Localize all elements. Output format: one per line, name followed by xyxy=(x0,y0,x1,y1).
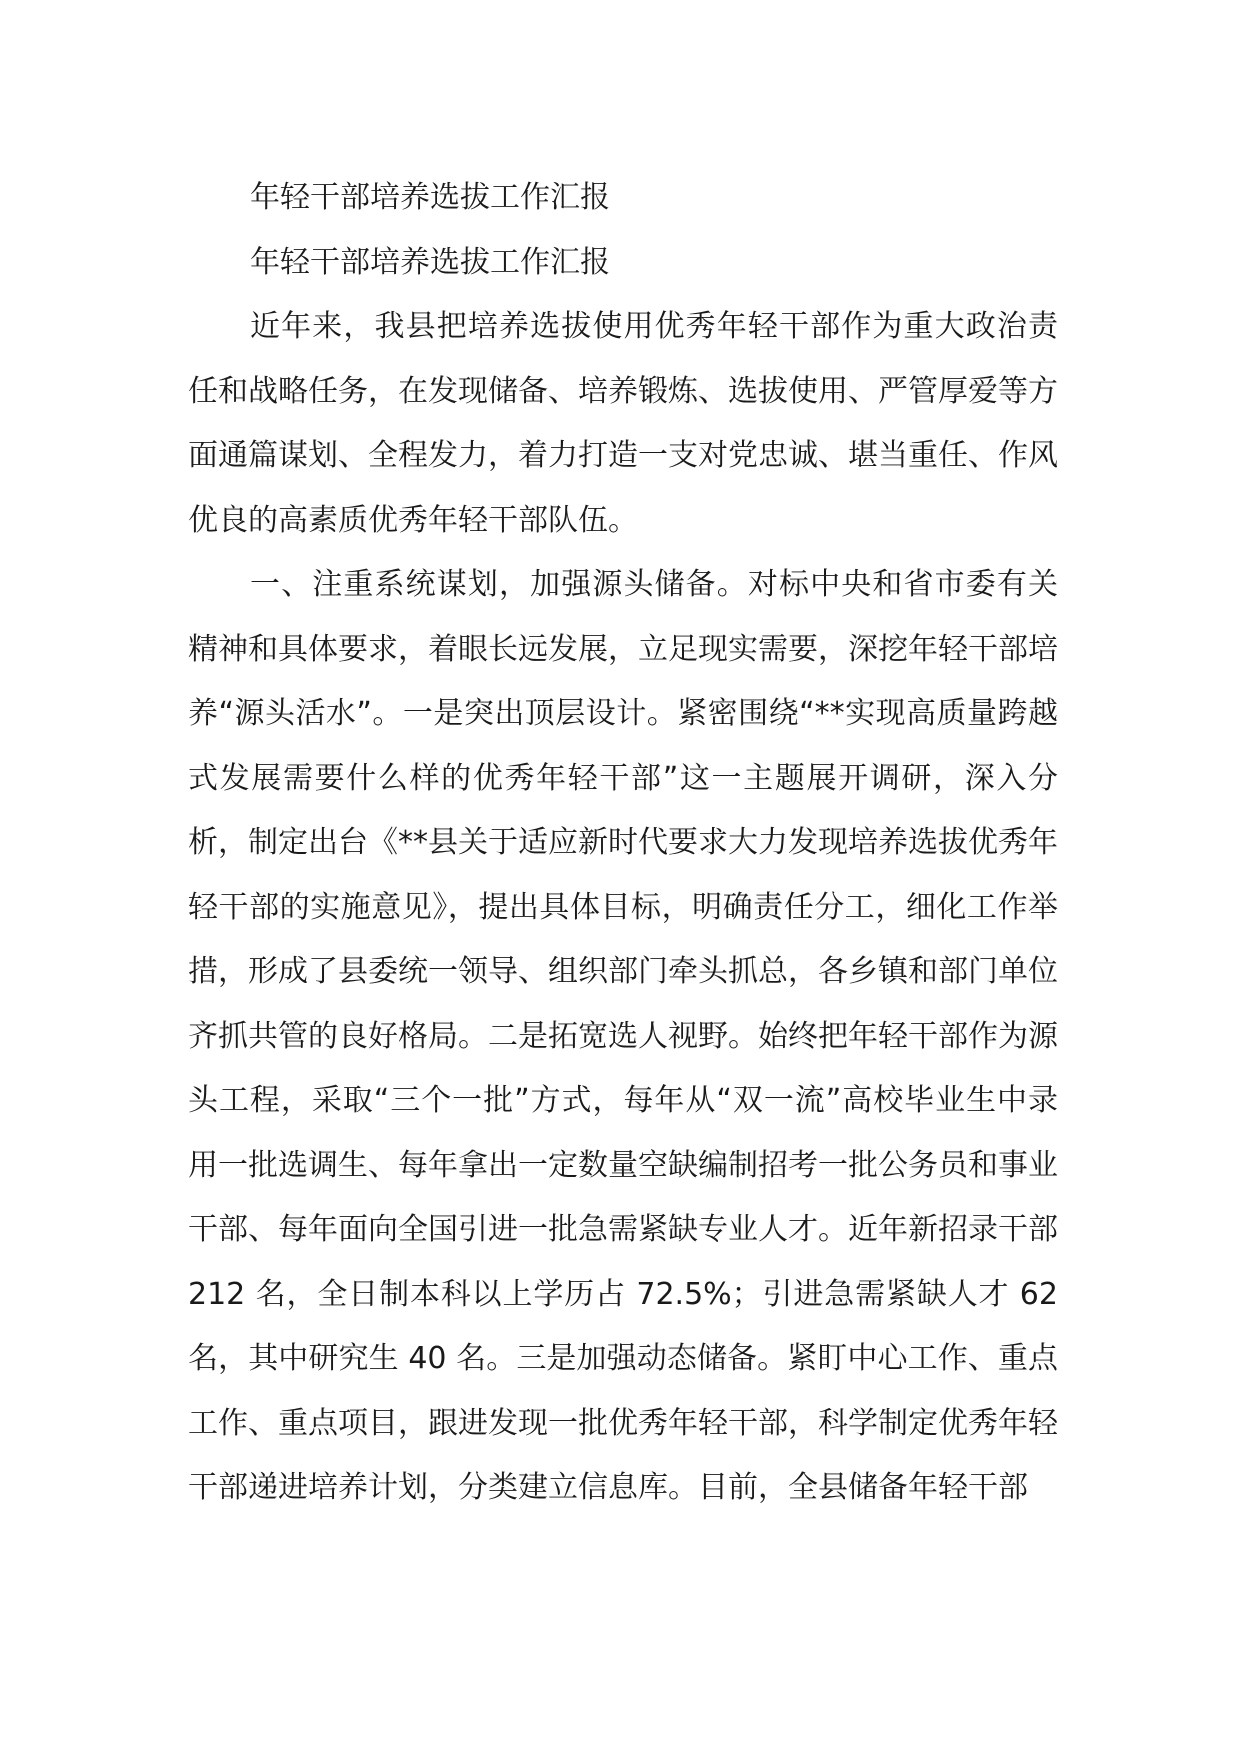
document-title: 年轻干部培养选拔工作汇报 xyxy=(250,180,610,215)
document-subtitle: 年轻干部培养选拔工作汇报 xyxy=(250,244,610,280)
intro-paragraph: 近年来，我县把培养选拔使用优秀年轻干部作为重大政治责任和战略任务，在发现储备、培养锻炼、选拔使用、严管厚爱等方面通篇谋划、全程发力，着力打造一支对党忠诚、堪当重任、作风优良的高素质优秀年轻干部队伍。 xyxy=(188,309,1058,538)
section-one-paragraph: 一、注重系统谋划，加强源头储备。对标中央和省市委有关精神和具体要求，着眼长远发展，立足现实需要，深挖年轻干部培养“源头活水”。一是突出顶层设计。紧密围绕“**实现高质量跨越式发展需要什么样的优秀年轻干部”这一主题展开调研，深入分析，制定出台《**县关于适应新时代要求大力发现培养选拔优秀年轻干部的实施意见》，提出具体目标，明确责任分工，细化工作举措，形成了县委统一领导、组织部门牵头抓总，各乡镇和部门单位齐抓共管的良好格局。二是拓宽选人视野。始终把年轻干部作为源头工程，采取“三个一批”方式，每年从“双一流”高校毕业生中录用一批选调生、每年拿出一定数量空缺编制招考一批公务员和事业干部、每年面向全国引进一批急需紧缺专业人才。近年新招录干部 212 名，全日制本科以上学历占 72.5%；引进急需紧缺人才 62 名，其中研究生 40 名。三是加强动态储备。紧盯中心工作、重点工作、重点项目，跟进发现一批优秀年轻干部，科学制定优秀年轻干部递进培养计划，分类建立信息库。目前，全县储备年轻干部 xyxy=(188,567,1058,1505)
document-body xyxy=(188,166,1058,1521)
